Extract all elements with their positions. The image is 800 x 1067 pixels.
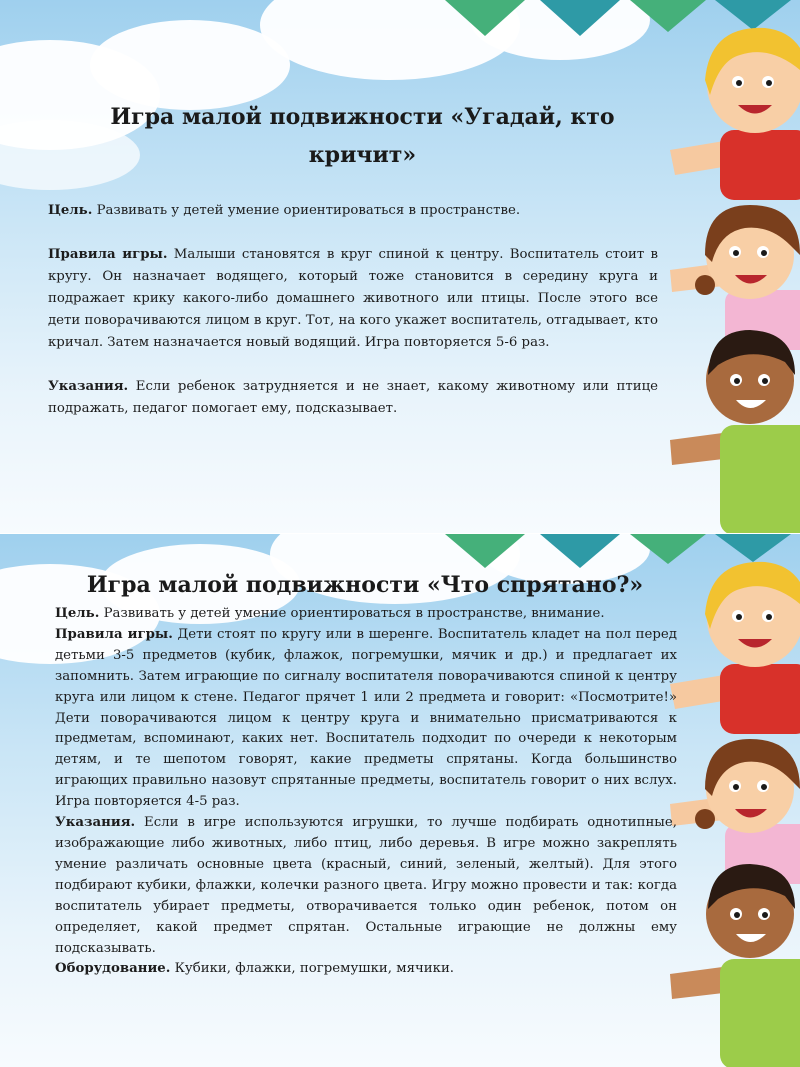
rules-text: Дети стоят по кругу или в шеренге. Воспитатель кладет на пол перед детьми 3-5 предметов (кубик, флажок, погремушки, мячик и др.) и предлагает их запомнить. Затем играющие по сигналу воспитателя поворачиваются спиной к центру круга или лицом к стене. Педагог прячет 1 или 2 предмета и говорит: «Посмотрите!» Дети поворачиваются лицом к центру круга и внимательно присматриваются к предметам, вспоминают, каких нет. Воспитатель подходит по очереди к некоторым детям, и те шепотом говорят, какие предметы спрятаны. Когда большинство играющих правильно назовут спрятанные предметы, воспитатель говорит о них вслух. Игра повторяется 4-5 раз. (55, 626, 677, 810)
child-girl (670, 739, 800, 884)
goal-label: Цель. (55, 606, 100, 621)
goal-text: Развивать у детей умение ориентироваться в пространстве. (92, 203, 521, 218)
slide-1-content (48, 200, 658, 420)
equipment-text: Кубики, флажки, погремушки, мячики. (170, 961, 455, 977)
notes-text: Если в игре используются игрушки, то лучше подбирать однотипные, изображающие либо животных, либо птиц, либо деревья. В игре можно закреплять умение различать основные цвета (красный, синий, зеленый, желтый). Для этого подбирают кубики, флажки, колечки разного цвета. Игру можно провести и так: когда воспитатель убирает предметы, отворачивается только один ребенок, потом он определяет, какой предмет спрятан. Остальные играющие не должны ему подсказывать. (55, 815, 677, 956)
goal-label: Цель. (48, 203, 93, 218)
notes-label: Указания. (48, 379, 129, 394)
rules-text: Малыши становятся в круг спиной к центру. Воспитатель стоит в кругу. Он назначает водящего, который тоже становится в середину круга и подражает крику какого-либо домашнего животного или птицы. После этого все дети поворачиваются лицом в круг. Тот, на кого укажет воспитатель, отгадывает, кто кричал. Затем назначается новый водящий. Игра повторяется 5-6 раз. (48, 247, 658, 350)
child-girl (670, 205, 800, 350)
equipment-paragraph (55, 959, 677, 980)
goal-paragraph (48, 200, 658, 222)
notes-paragraph (55, 813, 677, 959)
slide-1-title: Игра малой подвижности «Угадай, кто кричит» (110, 104, 615, 168)
equipment-label: Оборудование. (55, 961, 171, 977)
slide-2-content (55, 604, 677, 980)
goal-paragraph (55, 604, 677, 625)
rules-label: Правила игры. (55, 626, 173, 642)
rules-label: Правила игры. (48, 247, 168, 262)
children-illustration (650, 0, 800, 533)
slide-1 (0, 0, 800, 533)
cloud (90, 20, 290, 110)
notes-label: Указания. (55, 815, 136, 831)
goal-text: Развивать у детей умение ориентироваться в пространстве, внимание. (99, 606, 605, 621)
notes-text: Если ребенок затрудняется и не знает, какому животному или птице подражать, педагог помогает ему, подсказывает. (48, 379, 658, 416)
slide-2 (0, 534, 800, 1067)
child-boy (670, 330, 800, 533)
rules-paragraph (48, 244, 658, 354)
bunting-flag (445, 0, 525, 36)
rules-paragraph (55, 625, 677, 813)
slide-2-title: Игра малой подвижности «Что спрятано?» (86, 572, 644, 598)
child-blond (670, 28, 800, 200)
bunting-flag (540, 0, 620, 36)
bunting-flag (445, 534, 525, 568)
notes-paragraph (48, 376, 658, 420)
child-boy (670, 864, 800, 1067)
child-blond (670, 562, 800, 734)
bunting-flag (540, 534, 620, 568)
